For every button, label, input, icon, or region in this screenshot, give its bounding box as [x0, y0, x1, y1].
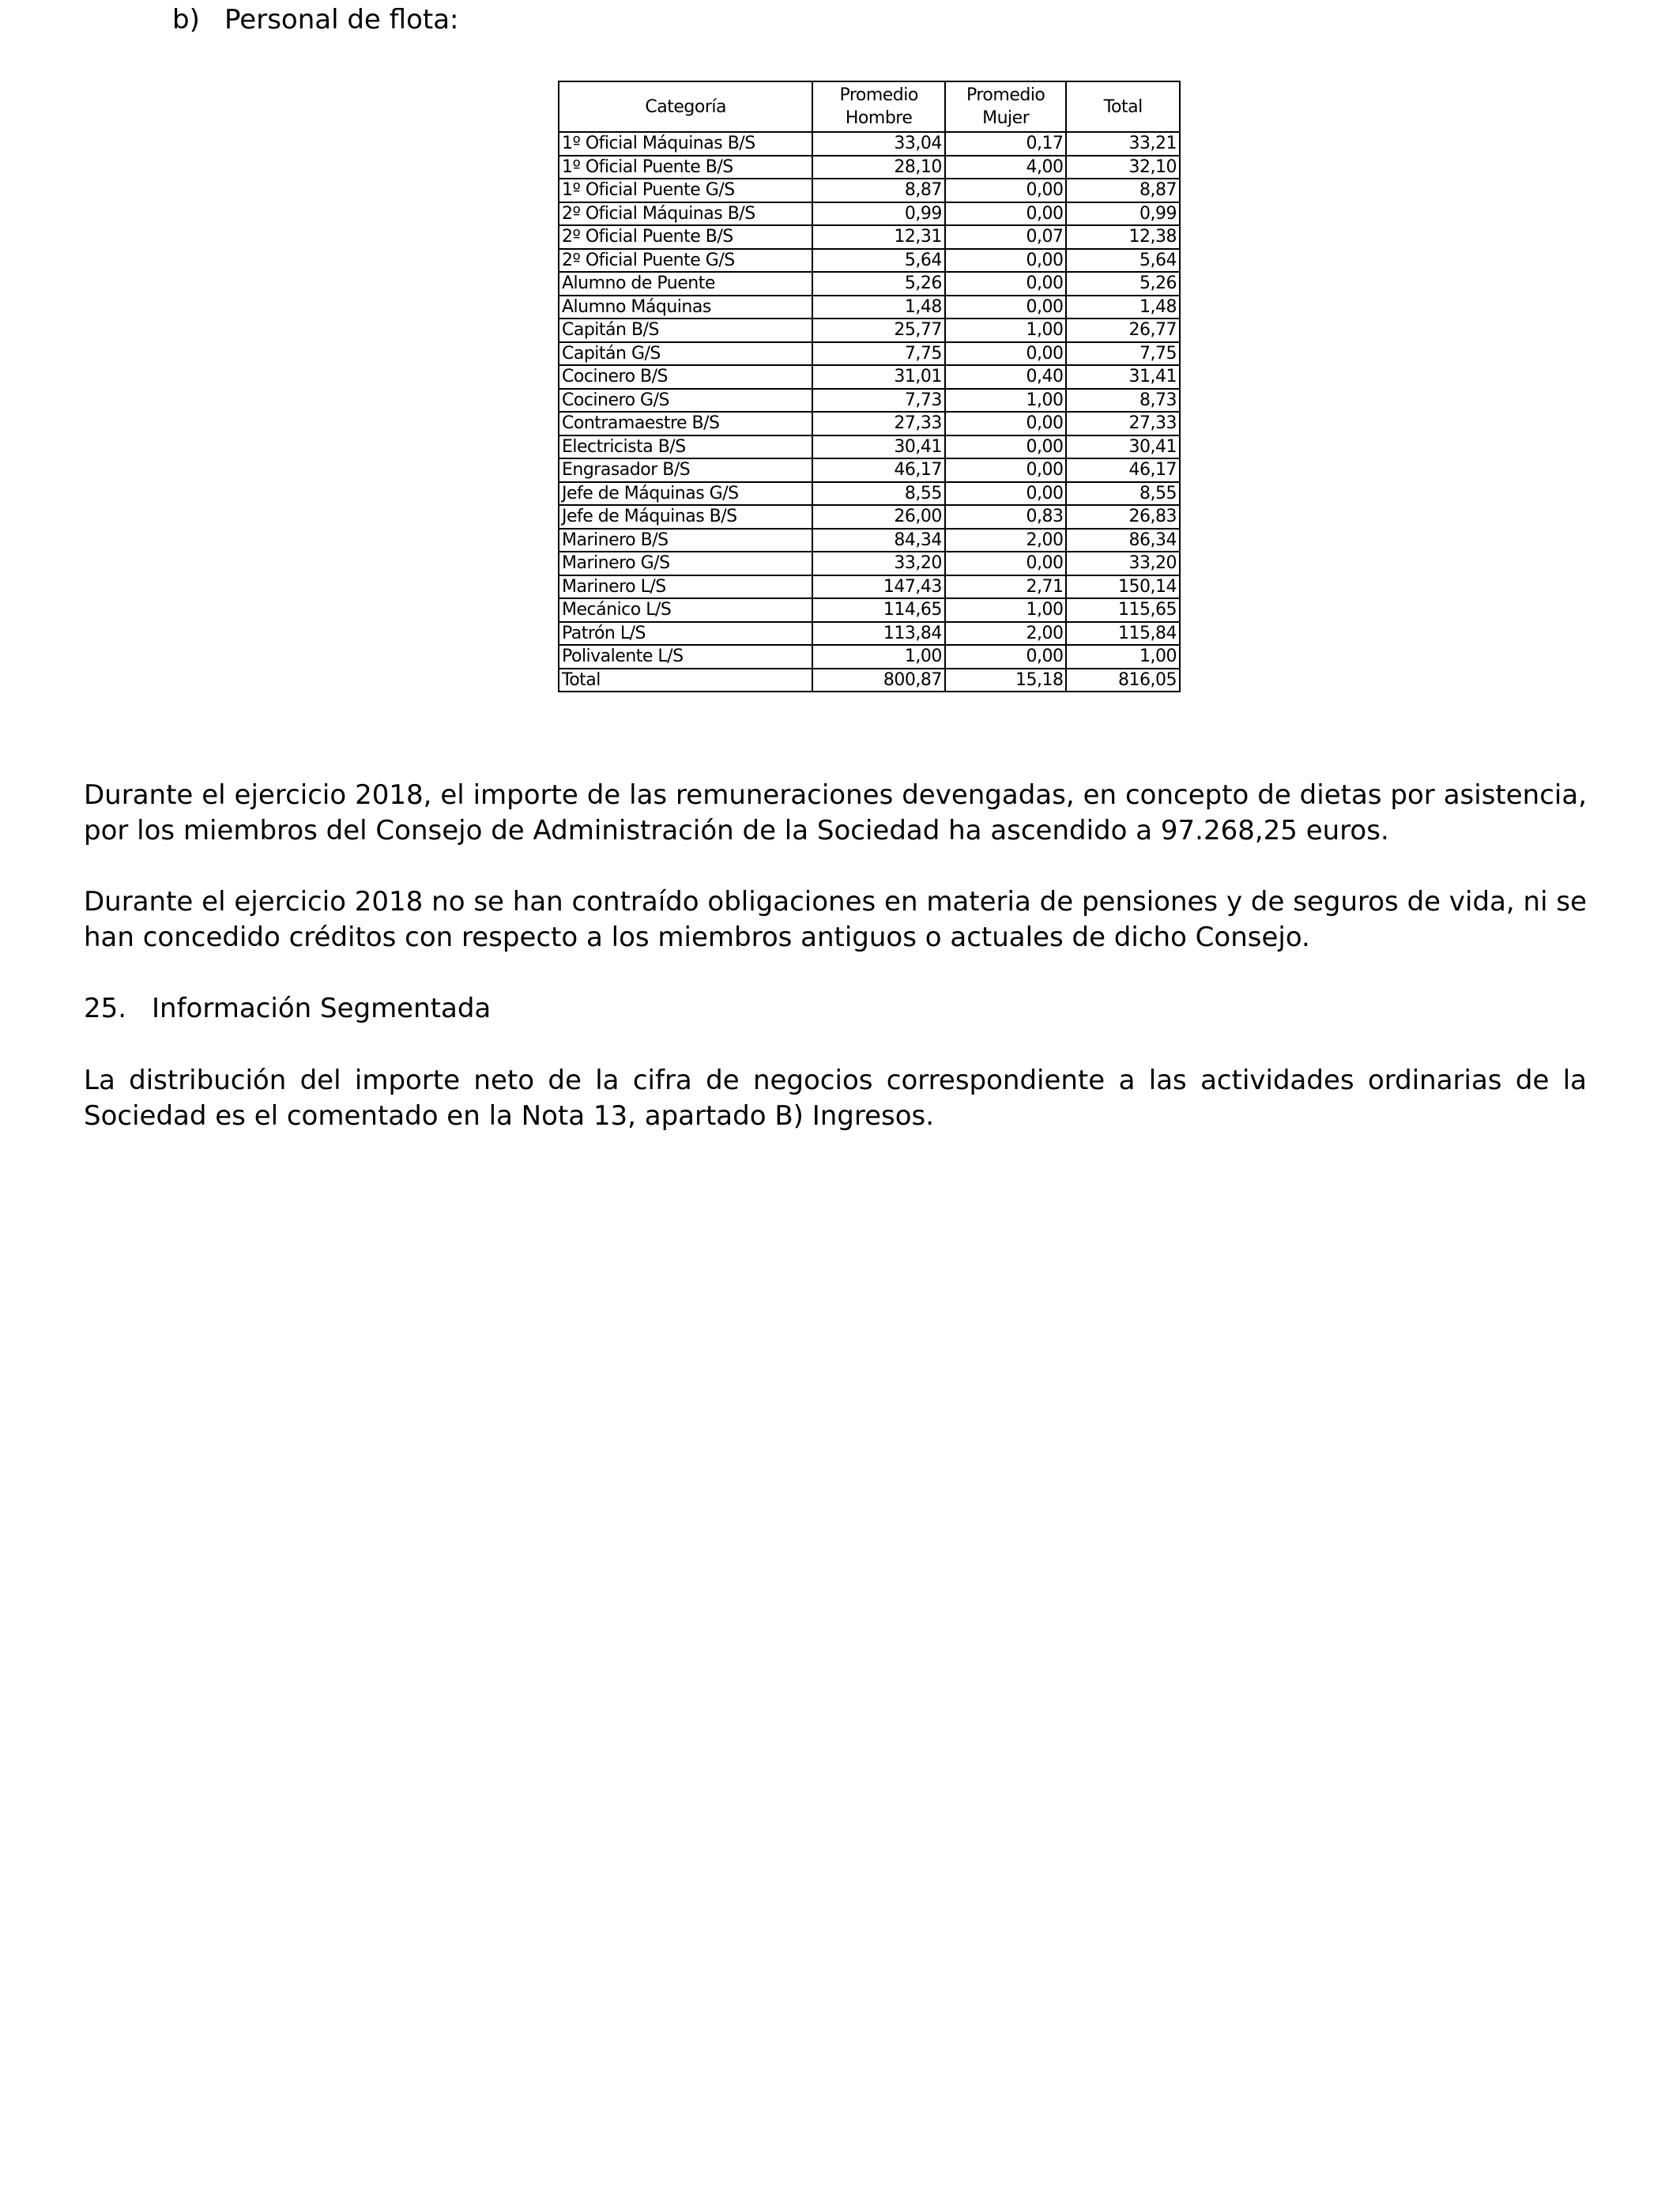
cell-category: Cocinero G/S — [559, 389, 812, 413]
cell-male-average: 27,33 — [812, 412, 944, 435]
cell-female-average: 0,00 — [945, 179, 1067, 202]
table-row — [559, 645, 1180, 669]
cell-category: Total — [559, 669, 812, 692]
cell-category: 2º Oficial Puente G/S — [559, 249, 812, 273]
table-row — [559, 202, 1180, 226]
header-female-average — [945, 81, 1067, 132]
cell-total: 26,77 — [1066, 319, 1180, 342]
table-row — [559, 529, 1180, 552]
cell-male-average: 800,87 — [812, 669, 944, 692]
cell-male-average: 33,04 — [812, 132, 944, 156]
cell-category: Mecánico L/S — [559, 598, 812, 622]
cell-category: Jefe de Máquinas G/S — [559, 482, 812, 506]
cell-category: Engrasador B/S — [559, 458, 812, 482]
cell-total: 0,99 — [1066, 202, 1180, 226]
cell-category: Patrón L/S — [559, 622, 812, 646]
paragraph-segment-info: La distribución del importe neto de la cifra de negocios correspondiente a las actividades ordinarias de la Sociedad es el comentado en la Nota 13, apartado B) Ingresos. — [84, 1065, 1587, 1132]
cell-male-average: 147,43 — [812, 575, 944, 599]
cell-total: 5,64 — [1066, 249, 1180, 273]
cell-category: Jefe de Máquinas B/S — [559, 505, 812, 529]
table-row — [559, 412, 1180, 435]
table-row — [559, 296, 1180, 319]
cell-total: 31,41 — [1066, 365, 1180, 389]
cell-category: 1º Oficial Puente B/S — [559, 156, 812, 179]
cell-male-average: 8,87 — [812, 179, 944, 202]
cell-female-average: 0,00 — [945, 249, 1067, 273]
cell-female-average: 0,00 — [945, 435, 1067, 459]
cell-total: 26,83 — [1066, 505, 1180, 529]
cell-female-average: 0,00 — [945, 412, 1067, 435]
cell-female-average: 0,00 — [945, 458, 1067, 482]
cell-female-average: 0,00 — [945, 272, 1067, 296]
cell-total: 8,55 — [1066, 482, 1180, 506]
cell-category: Capitán G/S — [559, 342, 812, 366]
cell-category: Electricista B/S — [559, 435, 812, 459]
cell-category: Contramaestre B/S — [559, 412, 812, 435]
cell-category: Alumno Máquinas — [559, 296, 812, 319]
cell-male-average: 8,55 — [812, 482, 944, 506]
table-row — [559, 458, 1180, 482]
cell-total: 27,33 — [1066, 412, 1180, 435]
cell-total: 5,26 — [1066, 272, 1180, 296]
header-male-average — [812, 81, 944, 132]
table-row — [559, 575, 1180, 599]
cell-category: Alumno de Puente — [559, 272, 812, 296]
cell-category: 2º Oficial Máquinas B/S — [559, 202, 812, 226]
table-row — [559, 342, 1180, 366]
table-row — [559, 249, 1180, 273]
cell-male-average: 12,31 — [812, 225, 944, 249]
cell-male-average: 28,10 — [812, 156, 944, 179]
cell-female-average: 0,00 — [945, 482, 1067, 506]
cell-male-average: 30,41 — [812, 435, 944, 459]
table-row — [559, 156, 1180, 179]
cell-male-average: 7,73 — [812, 389, 944, 413]
cell-female-average: 0,83 — [945, 505, 1067, 529]
cell-female-average: 0,00 — [945, 552, 1067, 575]
table-row — [559, 505, 1180, 529]
table-row — [559, 598, 1180, 622]
cell-total: 33,20 — [1066, 552, 1180, 575]
table-row — [559, 482, 1180, 506]
cell-total: 7,75 — [1066, 342, 1180, 366]
cell-female-average: 0,00 — [945, 342, 1067, 366]
section-title: Información Segmentada — [152, 993, 492, 1024]
cell-male-average: 5,64 — [812, 249, 944, 273]
section-heading-25 — [84, 991, 491, 1027]
cell-male-average: 1,00 — [812, 645, 944, 669]
cell-male-average: 5,26 — [812, 272, 944, 296]
cell-male-average: 1,48 — [812, 296, 944, 319]
cell-male-average: 33,20 — [812, 552, 944, 575]
subsection-marker: b) — [172, 4, 200, 36]
cell-total: 8,87 — [1066, 179, 1180, 202]
cell-male-average: 26,00 — [812, 505, 944, 529]
cell-category: Marinero L/S — [559, 575, 812, 599]
table-row — [559, 552, 1180, 575]
cell-total: 86,34 — [1066, 529, 1180, 552]
cell-total: 46,17 — [1066, 458, 1180, 482]
table-row — [559, 435, 1180, 459]
cell-total: 115,84 — [1066, 622, 1180, 646]
cell-total: 32,10 — [1066, 156, 1180, 179]
subsection-title: Personal de flota: — [224, 4, 459, 36]
table-row — [559, 365, 1180, 389]
cell-total: 12,38 — [1066, 225, 1180, 249]
cell-category: Capitán B/S — [559, 319, 812, 342]
cell-category: 1º Oficial Máquinas B/S — [559, 132, 812, 156]
table-row — [559, 225, 1180, 249]
cell-male-average: 7,75 — [812, 342, 944, 366]
cell-female-average: 0,00 — [945, 296, 1067, 319]
cell-female-average: 4,00 — [945, 156, 1067, 179]
cell-male-average: 31,01 — [812, 365, 944, 389]
cell-male-average: 113,84 — [812, 622, 944, 646]
header-male-line2: Hombre — [845, 108, 913, 128]
paragraph-remuneration: Durante el ejercicio 2018, el importe de las remuneraciones devengadas, en concepto de dietas por asistencia, por los miembros del Consejo de Administración de la Sociedad ha ascendido a 97.268,25 euros. — [84, 779, 1587, 846]
table-header-row — [559, 81, 1180, 132]
table-row — [559, 622, 1180, 646]
cell-female-average: 0,00 — [945, 645, 1067, 669]
table-row — [559, 132, 1180, 156]
header-female-line1: Promedio — [966, 85, 1045, 105]
table-row — [559, 669, 1180, 692]
cell-total: 150,14 — [1066, 575, 1180, 599]
cell-female-average: 15,18 — [945, 669, 1067, 692]
cell-female-average: 1,00 — [945, 319, 1067, 342]
cell-total: 1,48 — [1066, 296, 1180, 319]
cell-category: Marinero B/S — [559, 529, 812, 552]
cell-female-average: 0,40 — [945, 365, 1067, 389]
cell-total: 816,05 — [1066, 669, 1180, 692]
cell-total: 115,65 — [1066, 598, 1180, 622]
cell-female-average: 1,00 — [945, 389, 1067, 413]
header-category: Categoría — [559, 81, 812, 132]
cell-female-average: 1,00 — [945, 598, 1067, 622]
cell-total: 8,73 — [1066, 389, 1180, 413]
cell-female-average: 0,00 — [945, 202, 1067, 226]
cell-male-average: 25,77 — [812, 319, 944, 342]
cell-category: 2º Oficial Puente B/S — [559, 225, 812, 249]
fleet-personnel-table — [558, 81, 1181, 692]
header-female-line2: Mujer — [982, 108, 1030, 128]
table-row — [559, 389, 1180, 413]
header-total: Total — [1066, 81, 1180, 132]
cell-male-average: 46,17 — [812, 458, 944, 482]
cell-female-average: 0,17 — [945, 132, 1067, 156]
cell-category: 1º Oficial Puente G/S — [559, 179, 812, 202]
subsection-heading — [172, 0, 459, 40]
cell-female-average: 2,71 — [945, 575, 1067, 599]
cell-female-average: 0,07 — [945, 225, 1067, 249]
cell-total: 1,00 — [1066, 645, 1180, 669]
cell-category: Marinero G/S — [559, 552, 812, 575]
cell-male-average: 114,65 — [812, 598, 944, 622]
section-number: 25. — [84, 993, 127, 1024]
header-male-line1: Promedio — [839, 85, 918, 105]
table-row — [559, 179, 1180, 202]
cell-total: 33,21 — [1066, 132, 1180, 156]
table-row — [559, 319, 1180, 342]
cell-female-average: 2,00 — [945, 529, 1067, 552]
cell-male-average: 84,34 — [812, 529, 944, 552]
cell-male-average: 0,99 — [812, 202, 944, 226]
table-row — [559, 272, 1180, 296]
paragraph-pensions: Durante el ejercicio 2018 no se han contraído obligaciones en materia de pensiones y de seguros de vida, ni se han concedido créditos con respecto a los miembros antiguos o actuales de dicho Consejo. — [84, 886, 1587, 953]
cell-category: Cocinero B/S — [559, 365, 812, 389]
cell-female-average: 2,00 — [945, 622, 1067, 646]
cell-category: Polivalente L/S — [559, 645, 812, 669]
cell-total: 30,41 — [1066, 435, 1180, 459]
